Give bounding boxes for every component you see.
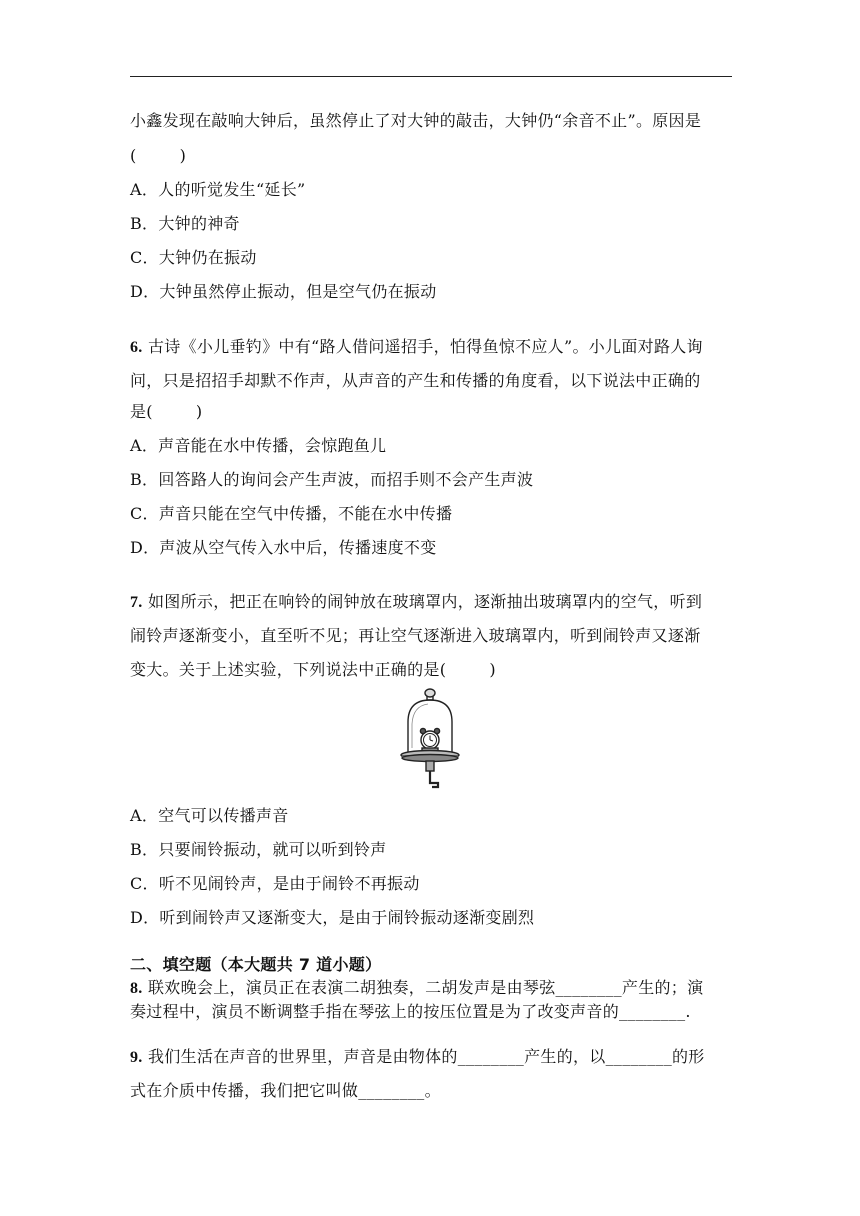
q5-option-a: A．人的听觉发生“延长” [130, 180, 306, 199]
section-title: 二、填空题（本大题共 7 道小题） [130, 955, 382, 974]
header-rule [130, 76, 732, 77]
q7-stem-line2: 闹铃声逐渐变小，直至听不见；再让空气逐渐进入玻璃罩内，听到闹铃声又逐渐 [130, 626, 701, 645]
q9-line2: 式在介质中传播，我们把它叫做________。 [130, 1081, 441, 1100]
q6-option-c: C．声音只能在空气中传播，不能在水中传播 [130, 504, 453, 523]
q7-option-b: B．只要闹铃振动，就可以听到铃声 [130, 840, 387, 859]
q9-text: 我们生活在声音的世界里，声音是由物体的________产生的，以________的形 [142, 1047, 705, 1066]
q5-option-c: C．大钟仍在振动 [130, 248, 257, 267]
q6-stem-line1 [130, 336, 703, 359]
q6-stem-line2: 问，只是招招手却默不作声，从声音的产生和传播的角度看，以下说法中正确的 [130, 371, 701, 390]
q7-option-d: D．听到闹铃声又逐渐变大，是由于闹铃振动逐渐变剧烈 [130, 908, 535, 927]
q6-number: 6. [130, 339, 143, 356]
q6-stem-line3: 是( ) [130, 402, 203, 421]
q6-stem-text: 古诗《小儿垂钓》中有“路人借问遥招手，怕得鱼惊不应人”。小儿面对路人询 [142, 337, 703, 356]
q7-stem-text: 如图所示，把正在响铃的闹钟放在玻璃罩内，逐渐抽出玻璃罩内的空气，听到 [142, 592, 703, 611]
q7-number: 7. [130, 594, 143, 611]
q6-option-a: A．声音能在水中传播，会惊跑鱼儿 [130, 436, 387, 455]
q5-stem-line2: ( ) [130, 146, 187, 165]
q8-line1 [130, 977, 703, 1000]
q8-line2: 奏过程中，演员不断调整手指在琴弦上的按压位置是为了改变声音的________. [130, 1002, 691, 1021]
q6-option-b: B．回答路人的询问会产生声波，而招手则不会产生声波 [130, 470, 534, 489]
q5-option-b: B．大钟的神奇 [130, 214, 240, 233]
q7-option-c: C．听不见闹铃声，是由于闹铃不再振动 [130, 874, 420, 893]
q7-stem-line3: 变大。关于上述实验，下列说法中正确的是( ) [130, 660, 496, 679]
q7-option-a: A．空气可以传播声音 [130, 806, 289, 825]
q8-text: 联欢晚会上，演员正在表演二胡独奏，二胡发声是由琴弦________产生的；演 [142, 978, 704, 997]
q9-line1 [130, 1046, 705, 1069]
q6-option-d: D．声波从空气传入水中后，传播速度不变 [130, 538, 437, 557]
q7-stem-line1 [130, 591, 702, 614]
bell-jar-alarm-clock-figure [398, 688, 462, 792]
q5-option-d: D．大钟虽然停止振动，但是空气仍在振动 [130, 282, 437, 301]
q9-number: 9. [130, 1049, 143, 1066]
q5-stem-line1: 小鑫发现在敲响大钟后，虽然停止了对大钟的敲击，大钟仍“余音不止”。原因是 [130, 111, 702, 130]
q8-number: 8. [130, 980, 143, 997]
